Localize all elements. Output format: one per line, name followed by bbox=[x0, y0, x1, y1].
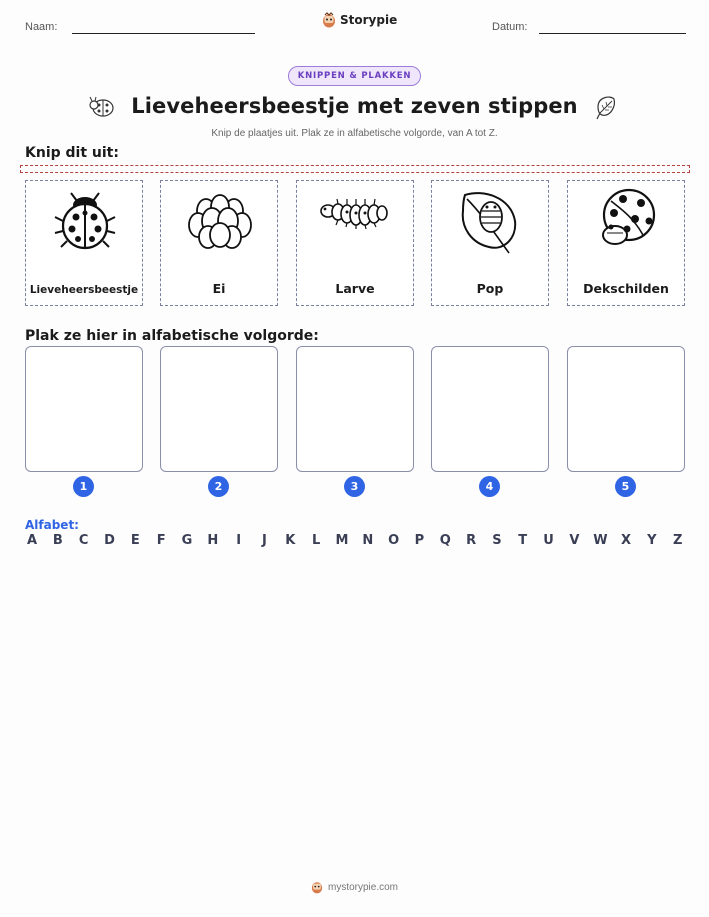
eggs-icon bbox=[182, 187, 258, 255]
alphabet-letter: I bbox=[236, 533, 242, 548]
slot-number-1: 1 bbox=[73, 476, 94, 497]
activity-badge: KNIPPEN & PLAKKEN bbox=[288, 66, 421, 86]
date-label: Datum: bbox=[492, 21, 528, 33]
alphabet-letter: Q bbox=[439, 533, 451, 548]
alphabet-letter: C bbox=[78, 533, 89, 548]
paste-slot-4[interactable] bbox=[431, 346, 549, 472]
storypie-mascot-icon bbox=[322, 12, 336, 28]
alphabet-letter: W bbox=[593, 533, 608, 548]
footer bbox=[0, 880, 709, 894]
alphabet-letter: K bbox=[285, 533, 296, 548]
name-label: Naam: bbox=[25, 21, 58, 33]
slot-number-3: 3 bbox=[344, 476, 365, 497]
page-title: Lieveheersbeestje met zeven stippen bbox=[131, 94, 578, 118]
alphabet-letter: X bbox=[621, 533, 632, 548]
name-line bbox=[72, 33, 255, 34]
alphabet-row bbox=[25, 533, 685, 548]
paste-slot-3[interactable] bbox=[296, 346, 414, 472]
card-label: Dekschilden bbox=[583, 281, 669, 296]
cut-card-larva[interactable] bbox=[296, 180, 414, 306]
alphabet-letter: T bbox=[518, 533, 528, 548]
cut-card-egg[interactable] bbox=[160, 180, 278, 306]
card-label: Lieveheersbeestje bbox=[29, 284, 139, 296]
cut-card-ladybug[interactable] bbox=[25, 180, 143, 306]
larva-icon bbox=[318, 187, 394, 255]
alphabet-letter: F bbox=[156, 533, 166, 548]
alphabet-letter: R bbox=[466, 533, 477, 548]
wing-cases-icon bbox=[589, 187, 665, 255]
alphabet-letter: S bbox=[492, 533, 502, 548]
brand-logo bbox=[322, 12, 397, 28]
alphabet-letter: V bbox=[569, 533, 580, 548]
alphabet-letter: H bbox=[207, 533, 219, 548]
alphabet-letter: U bbox=[543, 533, 554, 548]
storypie-mascot-icon bbox=[311, 880, 323, 894]
date-line bbox=[539, 33, 686, 34]
footer-url[interactable]: mystorypie.com bbox=[327, 881, 398, 893]
slot-number-2: 2 bbox=[208, 476, 229, 497]
cut-line bbox=[20, 165, 690, 173]
cut-section-label: Knip dit uit: bbox=[25, 145, 119, 161]
paste-slot-1[interactable] bbox=[25, 346, 143, 472]
alphabet-letter: Y bbox=[647, 533, 657, 548]
alphabet-letter: L bbox=[311, 533, 321, 548]
instructions: Knip de plaatjes uit. Plak ze in alfabetische volgorde, van A tot Z. bbox=[211, 128, 498, 139]
alphabet-letter: O bbox=[388, 533, 400, 548]
alphabet-letter: N bbox=[362, 533, 374, 548]
slot-number-5: 5 bbox=[615, 476, 636, 497]
paste-slot-2[interactable] bbox=[160, 346, 278, 472]
alphabet-letter: P bbox=[414, 533, 425, 548]
alphabet-letter: Z bbox=[672, 533, 683, 548]
alphabet-letter: D bbox=[104, 533, 115, 548]
alphabet-label: Alfabet: bbox=[25, 518, 79, 532]
slot-number-4: 4 bbox=[479, 476, 500, 497]
brand-name: Storypie bbox=[340, 13, 398, 27]
card-label: Ei bbox=[212, 281, 226, 296]
pupa-on-leaf-icon bbox=[453, 187, 529, 255]
alphabet-letter: M bbox=[335, 533, 349, 548]
cut-card-pupa[interactable] bbox=[431, 180, 549, 306]
ladybug-icon bbox=[47, 187, 123, 255]
alphabet-letter: J bbox=[262, 533, 267, 548]
alphabet-letter: G bbox=[181, 533, 193, 548]
alphabet-letter: B bbox=[52, 533, 63, 548]
card-label: Pop bbox=[476, 281, 504, 296]
cut-card-wing-cases[interactable] bbox=[567, 180, 685, 306]
paste-slot-5[interactable] bbox=[567, 346, 685, 472]
alphabet-letter: A bbox=[26, 533, 38, 548]
card-label: Larve bbox=[335, 281, 375, 296]
alphabet-letter: E bbox=[130, 533, 140, 548]
paste-section-label: Plak ze hier in alfabetische volgorde: bbox=[25, 328, 319, 344]
leaf-doodle-icon bbox=[594, 93, 618, 121]
